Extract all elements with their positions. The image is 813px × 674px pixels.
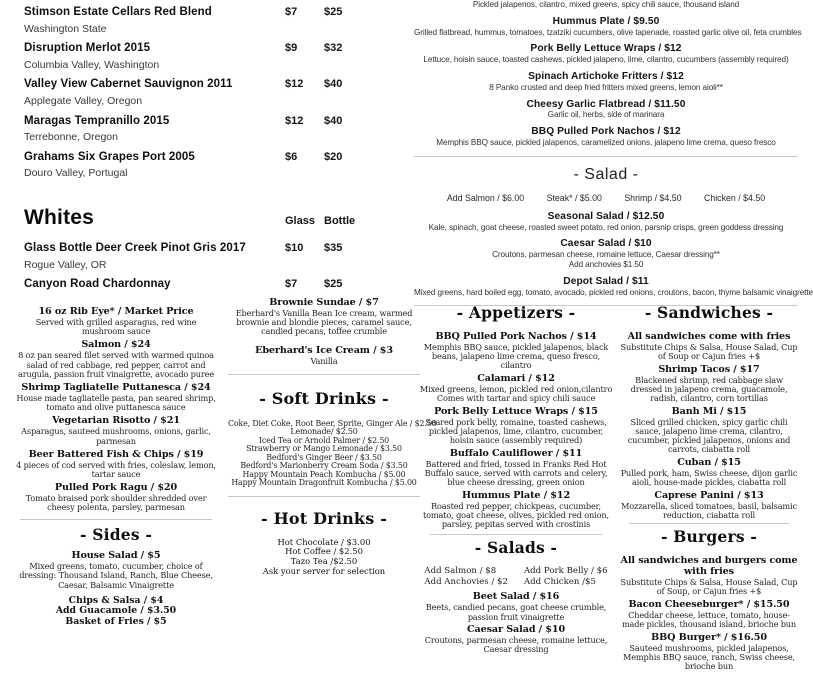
drink-line: Iced Tea or Arnold Palmer / $2.50: [258, 435, 390, 445]
hot-drinks-list: [228, 538, 420, 576]
menu-item-desc: Garlic oil, herbs, side of marinara: [547, 110, 665, 120]
salads-column-list: [416, 591, 616, 654]
wine-bottle-price: $25: [324, 278, 343, 291]
menu-item-desc: Memphis BBQ sauce, pickled jalapenos, caramelized onions, jalapeno lime crema, queso fresco: [436, 137, 776, 147]
divider: [228, 496, 420, 497]
menu-item-desc: Pulled pork, ham, Swiss cheese, dijon garlic aioli, house-made pickles, ciabatta roll: [620, 467, 798, 488]
menu-item: [414, 126, 798, 148]
shareables-list: [414, 15, 802, 148]
salad-addon: Add Anchovies / $2: [424, 577, 508, 588]
wine-list-section: [0, 0, 410, 301]
wine-name: Maragas Tempranillo 2015: [24, 114, 170, 127]
wine-bottle-price: $40: [324, 78, 343, 91]
divider: [430, 534, 602, 535]
wine-list-item: [24, 115, 410, 144]
drink-line: Coke, Diet Coke, Root Beer, Sprite, Ginger Ale / $2.50: [228, 419, 437, 428]
menu-item: [14, 382, 218, 412]
salad-addons: [414, 188, 798, 206]
wine-bottle-price: $25: [324, 6, 343, 18]
menu-item-title: Eberhard's Ice Cream / $3: [255, 344, 393, 356]
menu-item-desc: Cheddar cheese, lettuce, tomato, house-made pickles, thousand island, brioche bun: [621, 609, 797, 629]
menu-item: [620, 490, 798, 520]
drink-line: Strawberry or Mango Lemonade / $3.50: [246, 444, 402, 454]
menu-item: [414, 275, 813, 298]
menu-item: [14, 306, 218, 336]
menu-item-desc: Tomato braised pork shoulder shredded over cheesy polenta, parsley, parmesan: [25, 493, 207, 513]
menu-item-title: Caprese Panini / $13: [654, 489, 764, 501]
menu-item: [620, 599, 798, 629]
menu-item-desc: Mozzarella, sliced tomatoes, basil, balsamic reduction, ciabatta roll: [621, 500, 797, 520]
salad-section-title: - Salad -: [573, 165, 639, 183]
menu-item: [414, 15, 802, 38]
wine-list-item: [24, 151, 410, 180]
drink-line: Bedford's Ginger Beer / $3.50: [266, 452, 382, 462]
menu-item-title: Banh Mi / $15: [671, 405, 747, 417]
desserts-drinks-column: [228, 297, 437, 576]
wine-bottle-price: $35: [324, 242, 343, 255]
wine-name: Grahams Six Grapes Port 2005: [24, 150, 195, 163]
menu-item: [228, 345, 420, 366]
menu-item-title: Shrimp Tacos / $17: [658, 363, 760, 375]
wine-bottle-price: $40: [324, 114, 343, 127]
menu-item-title: Hummus Plate / $12: [461, 489, 571, 501]
menu-item-desc: Mixed greens, tomato, cucumber, choice of dressing: Thousand Island, Ranch, Blue Cheese, Caesar, Balsamic Vinaigrette: [19, 561, 213, 590]
entrees-column: [14, 306, 218, 628]
drink-line: Hot Coffee / $2.50: [285, 546, 363, 557]
menu-item: [416, 406, 616, 446]
menu-item: [414, 99, 798, 121]
side-line: Add Guacamole / $3.50: [55, 605, 177, 617]
wine-list-item: [24, 42, 410, 71]
menu-item-desc: Eberhard's Vanilla Bean Ice cream, warmed brownie and blondie pieces, caramel sauce, candied pecans, toffee crumble: [235, 308, 413, 337]
menu-item: [14, 415, 218, 445]
desserts-list: [228, 297, 420, 366]
wine-list-item: [24, 242, 410, 271]
salad-addon: Add Pork Belly / $6: [523, 565, 608, 576]
wine-glass-price: $9: [285, 42, 298, 55]
wine-bottle-price: $20: [324, 150, 343, 163]
menu-item: [14, 339, 218, 379]
menu-item-desc: 8 Panko crusted and deep fried fritters mixed greens, lemon aioli**: [489, 82, 723, 92]
menu-item-desc: Croutons, parmesan cheese, romaine lettuce, Caesar dressing: [424, 635, 608, 655]
note-title: All sandwiches and burgers come with fries: [620, 554, 798, 577]
wine-name: Glass Bottle Deer Creek Pinot Gris 2017: [24, 242, 246, 255]
note-desc: Substitute Chips & Salsa, House Salad, Cup of Soup, or Cajun fries +$: [620, 576, 798, 597]
wine-glass-price: $7: [285, 278, 298, 291]
salad-addon: Add Chicken /$5: [523, 577, 596, 588]
menu-item-desc: Blackened shrimp, red cabbage slaw dressed in jalapeno crema, guacamole, radish, cilantro, corn tortillas: [630, 374, 788, 403]
menu-item: [14, 482, 218, 512]
wine-list-item: [24, 78, 410, 107]
menu-item-desc: 4 pieces of cod served with fries, coleslaw, lemon, tartar sauce: [16, 459, 216, 480]
menu-item: [416, 624, 616, 654]
menu-item-title: Bacon Cheeseburger* / $15.50: [628, 598, 790, 610]
menu-item-title: 16 oz Rib Eye* / Market Price: [38, 306, 194, 317]
wine-origin: Columbia Valley, Washington: [24, 58, 160, 71]
menu-item: [414, 71, 798, 93]
bottle-column-label: Bottle: [324, 215, 356, 228]
white-wines-list: [24, 242, 410, 291]
menu-item-desc: Served with grilled asparagus, red wine mushroom sauce: [35, 317, 197, 337]
menu-item-title: Caesar Salad / $10: [466, 624, 566, 636]
wine-glass-price: $12: [285, 114, 304, 127]
wine-glass-price: $10: [285, 242, 304, 255]
menu-item-title: Brownie Sundae / $7: [269, 297, 379, 308]
glass-column-label: Glass: [285, 215, 315, 228]
menu-item-desc: Grilled flatbread, hummus, tomatoes, tzatziki cucumbers, olive tapenade, roasted garlic olive oil, feta crumbles: [414, 27, 802, 37]
menu-item-title: BBQ Pulled Pork Nachos / $14: [435, 330, 597, 342]
menu-item-desc: Sauteed mushrooms, pickled jalapenos, Memphis BBQ sauce, ranch, Swiss cheese, brioche bun: [623, 642, 795, 672]
clipped-item-desc: Pickled jalapenos, cilantro, mixed greens, spicy chili sauce, thousand island: [472, 0, 740, 9]
wine-glass-price: $7: [285, 6, 298, 18]
note-title: All sandwiches come with fries: [627, 330, 791, 342]
menu-item: [228, 297, 420, 337]
drink-line: Ask your server for selection: [262, 565, 386, 576]
salad-addons-left: [424, 566, 508, 588]
appetizers-column: [416, 300, 616, 657]
salad-addons-right: [524, 566, 608, 588]
menu-item-desc: Croutons, parmesan cheese, romaine lettuce, Caesar dressing**: [492, 250, 720, 260]
soft-drinks-title: - Soft Drinks -: [259, 388, 389, 408]
whites-title: Whites: [24, 205, 95, 229]
side-line: Chips & Salsa / $4: [68, 594, 164, 606]
sandwiches-list: [620, 364, 798, 521]
divider: [414, 156, 798, 157]
menu-item-title: Beet Salad / $16: [472, 591, 560, 603]
menu-item: [416, 591, 616, 621]
wine-origin: Douro Valley, Portugal: [24, 167, 128, 180]
menu-item: [14, 449, 218, 479]
menu-item-title: Buffalo Cauliflower / $11: [449, 447, 583, 459]
entrees-list: [14, 306, 218, 513]
menu-item-title: Pork Belly Lettuce Wraps / $15: [434, 405, 598, 417]
burgers-title: - Burgers -: [661, 527, 757, 547]
menu-item-desc: Seared pork belly, romaine, toasted cashews, pickled jalapenos, lime, cilantro, cucumber, hoisin sauce (assembly required): [425, 416, 607, 445]
menu-item-desc: Sliced grilled chicken, spicy garlic chili sauce, jalapeno lime crema, cilantro, cucumber, pickled jalapenos, onions and carrots, ciabatta roll: [627, 416, 791, 455]
menu-item-note: Add anchovies $1.50: [568, 259, 644, 269]
divider: [629, 523, 789, 524]
menu-item-desc: House made tagliatelle pasta, pan seared shrimp, tomato and olive puttanesca sauce: [16, 393, 216, 413]
menu-item: [414, 211, 798, 233]
menu-item-title: Salmon / $24: [81, 339, 151, 351]
red-wines-list: [24, 6, 410, 180]
appetizers-list: [416, 331, 616, 530]
note-desc: Substitute Chips & Salsa, House Salad, Cup of Soup or Cajun fries +$: [620, 341, 798, 361]
salads-column-title: - Salads -: [474, 538, 558, 558]
drink-line: Hot Chocolate / $3.00: [277, 536, 371, 547]
menu-item: [416, 490, 616, 530]
menu-item-desc: Asparagus, sauteed mushrooms, onions, garlic, parmesan: [21, 426, 211, 446]
drink-line: Bedford's Marionberry Cream Soda / $3.50: [240, 461, 408, 471]
menu-item-title: Depot Salad / $11: [563, 275, 649, 287]
menu-item-title: Vegetarian Risotto / $21: [52, 415, 180, 427]
wine-name: Valley View Cabernet Sauvignon 2011: [24, 78, 233, 91]
menu-item: [416, 331, 616, 371]
menu-item-desc: Mixed greens, lemon, pickled red onion,cilantro Comes with tartar and spicy chili sauce: [419, 383, 613, 403]
menu-item-title: BBQ Pulled Pork Nachos / $12: [531, 126, 681, 138]
salad-addon: Steak* / $5.00: [546, 192, 602, 203]
menu-item-desc: Lettuce, hoisin sauce, toasted cashews, pickled jalapeno, lime, cilantro, cucumbers (assembly required): [423, 55, 789, 65]
burgers-list: [620, 599, 798, 672]
wine-name: Stimson Estate Cellars Red Blend: [24, 6, 212, 18]
side-line: Basket of Fries / $5: [65, 616, 167, 627]
sandwiches-note: [620, 331, 798, 361]
menu-item-desc: Vanilla: [310, 355, 338, 366]
menu-item-title: Hummus Plate / $9.50: [552, 15, 660, 27]
menu-item: [14, 550, 218, 590]
salads-list: [414, 210, 813, 298]
wine-origin: Terrebonne, Oregon: [24, 131, 118, 144]
menu-item: [416, 373, 616, 403]
menu-item-desc: Beets, candied pecans, goat cheese crumble, passion fruit vinaigrette: [425, 602, 607, 622]
salad-addon: Shrimp / $4.50: [624, 192, 682, 203]
salad-addon: Add Salmon / $8: [424, 565, 497, 576]
menu-item-desc: Roasted red pepper, chickpeas, cucumber, tomato, goat cheese, olives, pickled red onion, parsley, pepitas served with crostinis: [423, 500, 609, 530]
menu-item-title: Pulled Pork Ragu / $20: [54, 482, 178, 494]
menu-item: [414, 238, 798, 269]
menu-item-desc: Mixed greens, hard boiled egg, tomato, avocado, pickled red onions, croutons, bacon, thyme balsamic vinaigrette: [414, 287, 813, 297]
sides-extra-lines: [14, 596, 218, 628]
menu-item-title: Pork Belly Lettuce Wraps / $12: [530, 43, 682, 55]
menu-item-title: Shrimp Tagliatelle Puttanesca / $24: [21, 382, 211, 393]
menu-item-title: Caesar Salad / $10: [560, 238, 652, 250]
whites-section-header: [24, 206, 410, 230]
wine-glass-price: $12: [285, 78, 304, 91]
soft-drinks-list: [228, 419, 437, 488]
sides-section-title: - Sides -: [80, 524, 152, 544]
menu-item-desc: 8 oz pan seared filet served with warmed quinoa salad of red cabbage, red pepper, carrot and arugula, passion fruit vinaigrette, avocado puree: [17, 350, 215, 379]
menu-item-title: Spinach Artichoke Fritters / $12: [528, 70, 684, 82]
wine-list-item: [24, 278, 410, 291]
divider: [20, 519, 212, 520]
menu-item-title: Seasonal Salad / $12.50: [547, 210, 665, 222]
menu-item-title: Cheesy Garlic Flatbread / $11.50: [526, 98, 686, 110]
menu-item: [620, 457, 798, 487]
burgers-note: [620, 555, 798, 596]
wine-name: Canyon Road Chardonnay: [24, 278, 171, 291]
sandwiches-title: - Sandwiches -: [644, 303, 774, 322]
menu-item: [620, 632, 798, 672]
salad-addon: Add Salmon / $6.00: [446, 192, 525, 203]
drink-line: Tazo Tea /$2.50: [290, 555, 358, 566]
drink-line: Lemonade/ $2.50: [290, 427, 358, 437]
salad-addon: Chicken / $4.50: [703, 192, 766, 203]
menu-item-title: BBQ Burger* / $16.50: [651, 631, 767, 643]
wine-origin: Applegate Valley, Oregon: [24, 95, 143, 108]
menu-item-title: Beer Battered Fish & Chips / $19: [28, 448, 204, 460]
wine-origin: Washington State: [24, 22, 107, 35]
menu-item-title: Cuban / $15: [677, 456, 741, 468]
menu-item: [416, 448, 616, 488]
menu-item: [414, 43, 798, 65]
menu-item-desc: Battered and fried, tossed in Franks Red Hot Buffalo sauce, served with carrots and celery, blue cheese dressing, green onion: [424, 458, 608, 488]
drink-line: Happy Mountain Dragonfruit Kombucha / $5.00: [231, 478, 417, 488]
wine-name: Disruption Merlot 2015: [24, 42, 151, 55]
wine-list-item: [24, 6, 410, 35]
hot-drinks-title: - Hot Drinks -: [260, 508, 388, 528]
menu-item-desc: Kale, spinach, goat cheese, roasted sweet potato, red onion, parsnip crisps, green goddess dressing: [428, 222, 784, 232]
drink-line: Happy Mountain Peach Kombucha / $5.00: [242, 469, 406, 479]
salad-addons-columns: [416, 566, 616, 588]
menu-item-desc: Memphis BBQ sauce, pickled jalapenos, black beans, jalapeno lime crema, queso fresco, cilantro: [423, 341, 609, 370]
appetizers-title: - Appetizers -: [456, 303, 576, 322]
menu-item: [620, 406, 798, 455]
divider: [228, 374, 420, 375]
wine-origin: Rogue Valley, OR: [24, 258, 107, 271]
wine-glass-price: $6: [285, 150, 298, 163]
menu-item-title: Calamari / $12: [477, 372, 555, 384]
dinner-top-section: [414, 0, 813, 314]
wine-bottle-price: $32: [324, 42, 343, 55]
menu-item-title: House Salad / $5: [71, 550, 161, 562]
menu-item: [620, 364, 798, 404]
sandwiches-column: [620, 300, 798, 674]
